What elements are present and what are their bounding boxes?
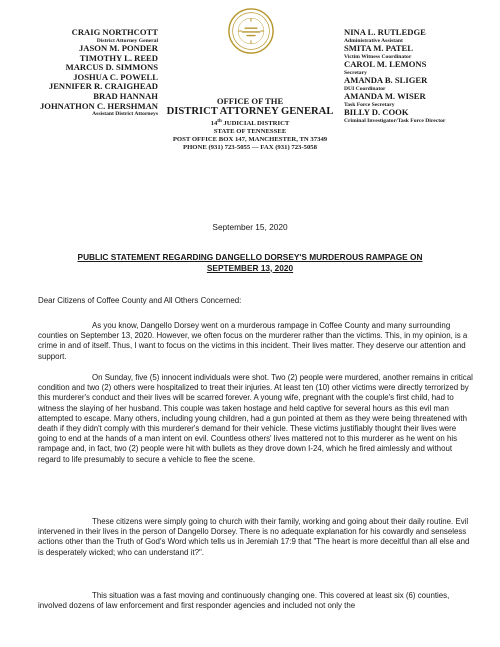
paragraph: On Sunday, five (5) innocent individuals were shot. Two (2) people were murdered, another remains in critical condition and two (2) others were hospitalized to treat their injuries. At least ten (10) other victims were directly terrorized by this murderer's conduct and their lives will be scarred forever. A young wife, pregnant with the couple's first child, had to witness the slaying of her husband. This couple was taken hostage and held captive for several hours as this evil man attempted to escape. Many others, including young children, had a gun pointed at them as they were being threatened with death if they didn't comply with this murderer's demand for their vehicle. These victims justifiably thought their lives were going to end at the hands of a man intent on evil. Countless others' lives mattered not to this murderer as he went on his rampage and, in fact, two (2) people were hit with bullets as they drove down I-24, which he fired aimlessly and without regard to life presumably to secure a vehicle to flee the scene. (38, 373, 473, 464)
staff-title: Task Force Secretary (344, 101, 395, 108)
paragraph: This situation was a fast moving and continuously changing one. This covered at least six (6) counties, involved dozens of law enforcement and first responder agencies and included not only the (38, 591, 450, 611)
staff-title: District Attorney General (96, 37, 158, 44)
staff-title: Victim Witness Coordinator (344, 53, 412, 60)
staff-name: AMANDA B. SLIGER (344, 75, 428, 85)
paragraph: As you know, Dangello Dorsey went on a murderous rampage in Coffee County and many surrounding counties on September 13, 2020. However, we often focus on the murderer rather than the victims. This, in my opinion, is a crime in and of itself. Thus, I want to focus on the victims in this incident. Their lives matter. They deserve our attention and support. (38, 321, 468, 361)
staff-title: Assistant District Attorneys (92, 111, 158, 118)
salutation: Dear Citizens of Coffee County and All Others Concerned: (38, 296, 242, 305)
statement-title: PUBLIC STATEMENT REGARDING DANGELLO DORSEY'S MURDEROUS RAMPAGE ON SEPTEMBER 13, 2020 (77, 252, 423, 273)
staff-name: AMANDA M. WISER (344, 91, 426, 101)
paragraph: These citizens were simply going to church with their family, working and going about their daily routine. Evil intervened in their lives in the person of Dangello Dorsey. There is no adequate explanation for his cowardly and senseless actions other than the Truth of God's Word which tells us in Jeremiah 17:9 that "The heart is more deceitful than all else and is desperately wicked; who can understand it?". (38, 517, 470, 557)
staff-name: JASON M. PONDER (78, 43, 158, 53)
staff-title: Administrative Assistant (344, 37, 403, 44)
office-line1: OFFICE OF THE (216, 96, 284, 106)
staff-name: JENNIFER R. CRAIGHEAD (48, 81, 158, 92)
address-line: POST OFFICE BOX 147, MANCHESTER, TN 37349 (172, 135, 328, 143)
staff-name: MARCUS D. SIMMONS (65, 62, 158, 73)
staff-name: SMITA M. PATEL (344, 43, 413, 53)
phone-line: PHONE (931) 723-5055 — FAX (931) 723-5058 (183, 143, 317, 151)
tennessee-seal-icon (228, 8, 274, 54)
staff-name: CAROL M. LEMONS (344, 59, 427, 69)
staff-list-left (20, 28, 158, 118)
staff-name: TIMOTHY L. REED (79, 52, 158, 63)
staff-name: CRAIG NORTHCOTT (71, 27, 158, 37)
staff-name: BILLY D. COOK (344, 107, 409, 117)
office-name: DISTRICT ATTORNEY GENERAL (166, 106, 334, 117)
staff-title: Secretary (344, 69, 367, 76)
staff-name: NINA L. RUTLEDGE (344, 27, 426, 37)
staff-name: JOSHUA C. POWELL (73, 71, 158, 82)
staff-name: BRAD HANNAH (93, 90, 158, 101)
staff-list-right (344, 28, 494, 124)
office-header (152, 96, 348, 152)
district-line: 14th JUDICIAL DISTRICT (210, 118, 290, 127)
state-line: STATE OF TENNESSEE (213, 127, 287, 135)
letter-date: September 15, 2020 (212, 222, 288, 232)
staff-name: JOHNATHON C. HERSHMAN (39, 100, 158, 111)
staff-title: DUI Coordinator (344, 85, 386, 92)
staff-title: Criminal Investigator/Task Force Director (344, 117, 446, 124)
